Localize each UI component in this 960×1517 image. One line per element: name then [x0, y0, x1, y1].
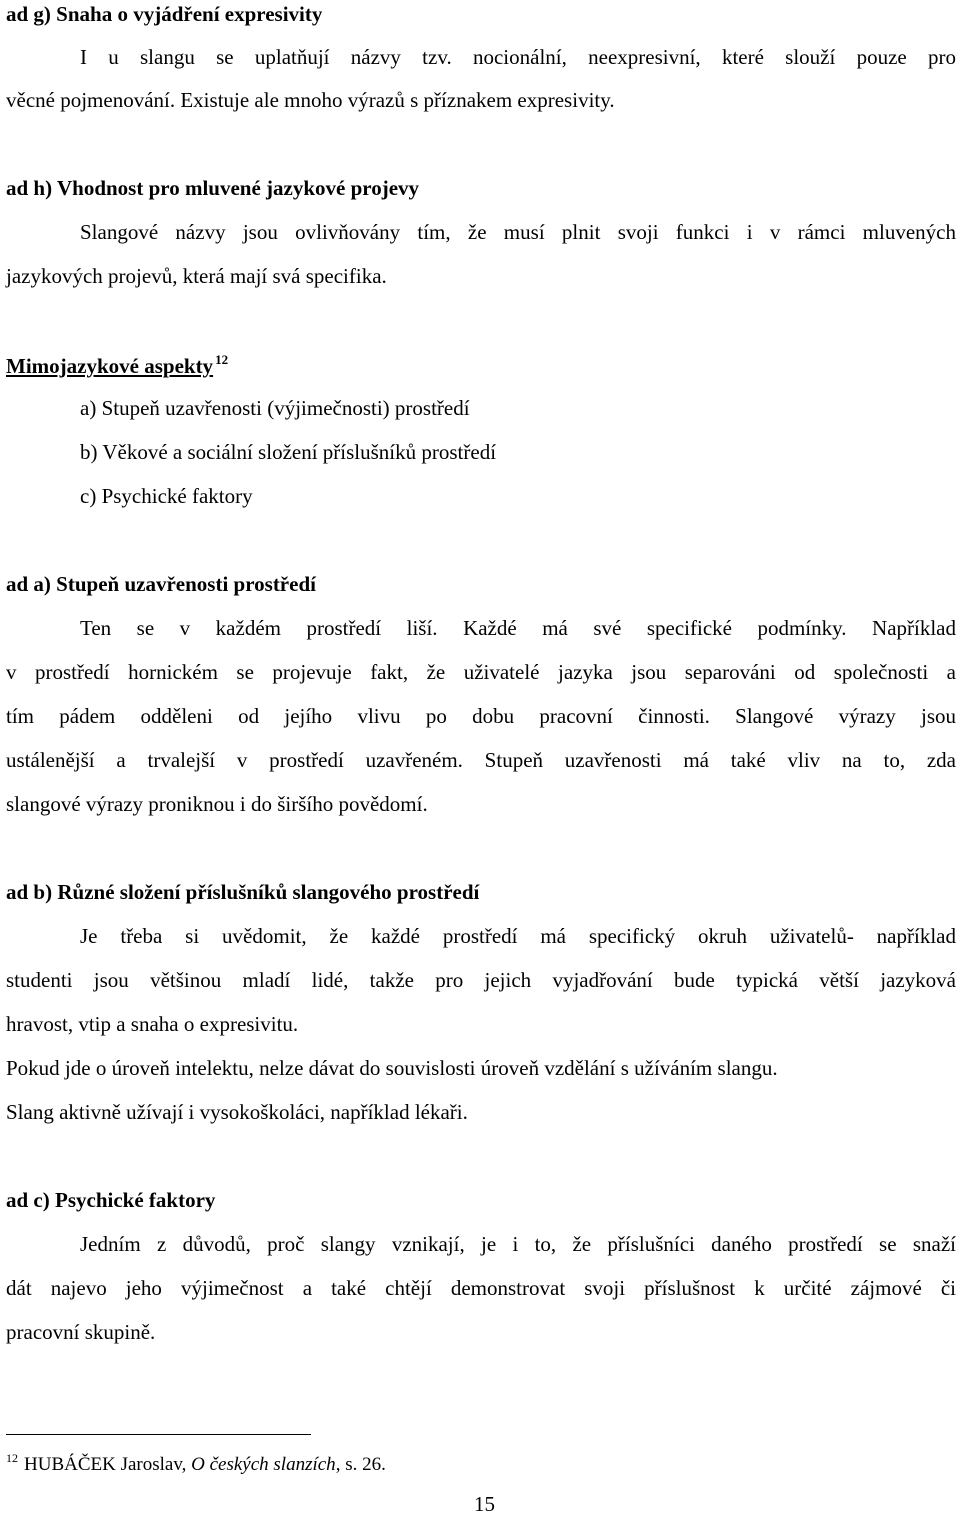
paragraph-line: Ten se v každém prostředí liší. Každé má své specifické podmínky. Například: [80, 616, 956, 640]
footnote-number: 12: [6, 1451, 18, 1465]
footnote-separator: [6, 1434, 311, 1435]
section-heading-b: ad b) Různé složení příslušníků slangového prostředí: [6, 880, 480, 904]
page-number: 15: [474, 1492, 495, 1516]
paragraph-line: v prostředí hornickém se projevuje fakt, že uživatelé jazyka jsou separováni od společnosti a: [6, 660, 956, 684]
paragraph-line: Slangové názvy jsou ovlivňovány tím, že musí plnit svoji funkci i v rámci mluvených: [80, 220, 956, 244]
paragraph-line: Pokud jde o úroveň intelektu, nelze dávat do souvislosti úroveň vzdělání s užíváním slangu.: [6, 1056, 778, 1080]
section-heading-g: ad g) Snaha o vyjádření expresivity: [6, 2, 323, 26]
paragraph-line: věcné pojmenování. Existuje ale mnoho výrazů s příznakem expresivity.: [6, 88, 615, 112]
paragraph-line: Je třeba si uvědomit, že každé prostředí má specifický okruh uživatelů- například: [80, 924, 956, 948]
section-heading-a: ad a) Stupeň uzavřenosti prostředí: [6, 572, 316, 596]
section-heading-h: ad h) Vhodnost pro mluvené jazykové projevy: [6, 176, 420, 200]
paragraph-line: studenti jsou většinou mladí lidé, takže pro jejich vyjadřování bude typická větší jazyková: [6, 968, 956, 992]
section-heading-c: ad c) Psychické faktory: [6, 1188, 216, 1212]
footnote-author: HUBÁČEK Jaroslav,: [24, 1454, 192, 1475]
paragraph-line: slangové výrazy proniknou i do širšího povědomí.: [6, 792, 428, 816]
footnote: [6, 1451, 386, 1476]
paragraph-line: I u slangu se uplatňují názvy tzv. nocionální, neexpresivní, které slouží pouze pro: [80, 45, 956, 69]
paragraph-line: Jedním z důvodů, proč slangy vznikají, je i to, že příslušníci daného prostředí se snaží: [80, 1232, 956, 1256]
paragraph-line: ustálenější a trvalejší v prostředí uzavřeném. Stupeň uzavřenosti má také vliv na to, zda: [6, 748, 956, 772]
aspect-item: b) Věkové a sociální složení příslušníků prostředí: [80, 440, 497, 464]
paragraph-line: pracovní skupině.: [6, 1320, 156, 1344]
paragraph-line: dát najevo jeho výjimečnost a také chtějí demonstrovat svoji příslušnost k určité zájmové či: [6, 1276, 956, 1300]
section-heading-aspects: [6, 352, 228, 379]
aspect-item: c) Psychické faktory: [80, 484, 253, 508]
footnote-title: O českých slanzích: [191, 1454, 336, 1475]
aspect-item: a) Stupeň uzavřenosti (výjimečnosti) prostředí: [80, 396, 470, 420]
footnote-rest: , s. 26.: [335, 1454, 386, 1475]
aspects-heading-text: Mimojazykové aspekty: [6, 354, 214, 378]
paragraph-line: jazykových projevů, která mají svá specifika.: [6, 264, 387, 288]
paragraph-line: tím pádem odděleni od jejího vlivu po dobu pracovní činnosti. Slangové výrazy jsou: [6, 704, 956, 728]
footnote-reference: 12: [215, 352, 229, 367]
paragraph-line: Slang aktivně užívají i vysokoškoláci, například lékaři.: [6, 1100, 468, 1124]
paragraph-line: hravost, vtip a snaha o expresivitu.: [6, 1012, 299, 1036]
